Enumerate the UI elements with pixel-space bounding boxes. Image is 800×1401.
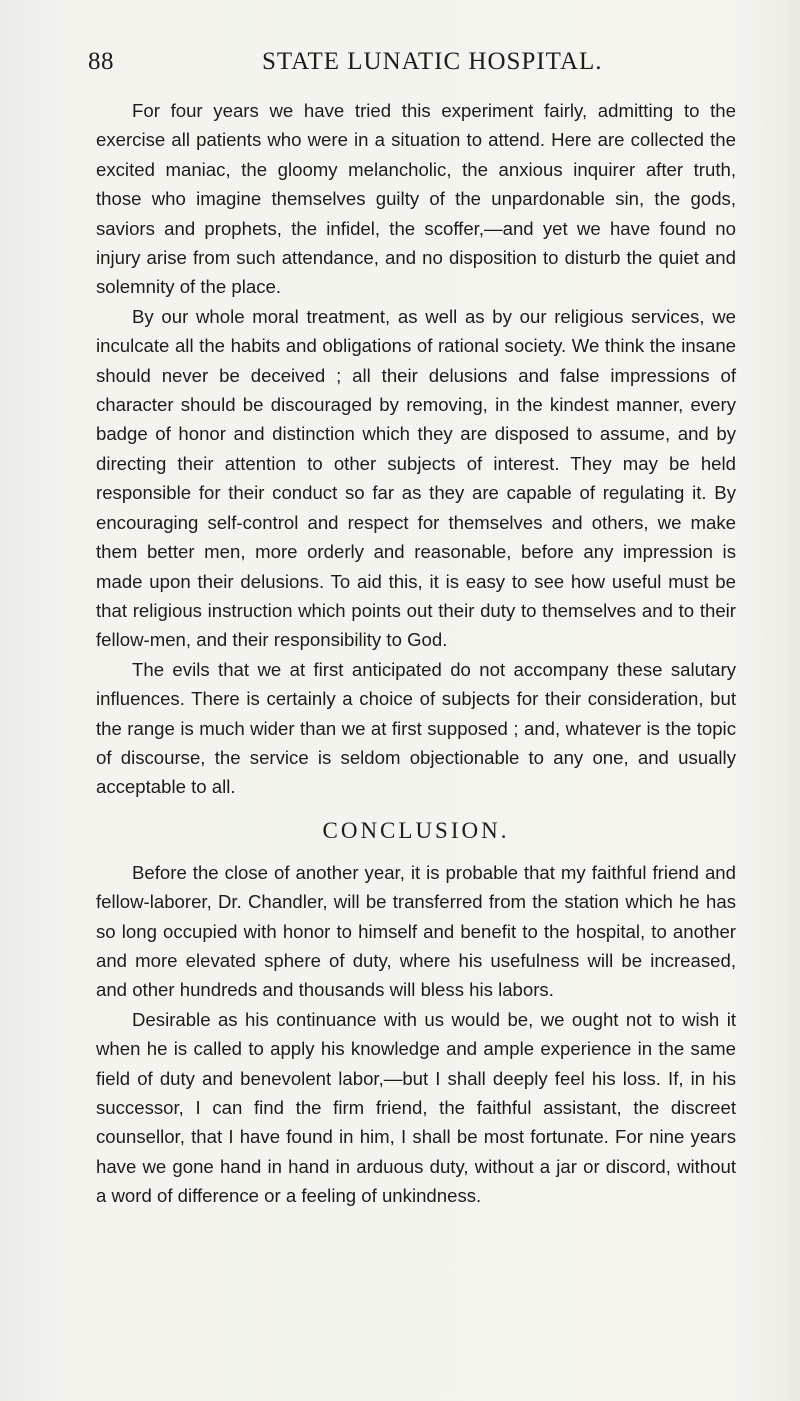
paragraph: The evils that we at first anticipated do not accompany these salutary influences. There is certainly a choice of subjects for their consideration, but the range is much wider than we at first supposed ; and, whatever is the topic of discourse, the service is seldom objectionable to any one, and usually acceptable to all.	[96, 658, 736, 798]
running-head-title: STATE LUNATIC HOSPITAL.	[262, 48, 603, 75]
paragraph: By our whole moral treatment, as well as by our religious services, we inculcate all the habits and obligations of rational society. We think the insane should never be deceived ; all their delusions and false impressions of character should be discouraged by removing, in the kindest manner, every badge of honor and distinction which they are disposed to assume, and by directing their attention to other subjects of interest. They may be held responsible for their conduct so far as they are capable of regulating it. By encouraging self-control and respect for themselves and others, we make them better men, more orderly and reasonable, before any impression is made upon their delusions. To aid this, it is easy to see how useful must be that religious instruction which points out their duty to themselves and to their fellow-men, and their responsibility to God.	[96, 305, 736, 651]
body-text	[96, 96, 736, 1211]
section-heading: CONCLUSION.	[322, 817, 510, 843]
running-head	[88, 48, 728, 84]
paragraph: Desirable as his continuance with us would be, we ought not to wish it when he is called to apply his knowledge and ample experience in the same field of duty and benevolent labor,—but I shall deeply feel his loss. If, in his successor, I can find the firm friend, the faithful assistant, the discreet counsellor, that I have found in him, I shall be most fortunate. For nine years have we gone hand in hand in arduous duty, without a jar or discord, without a word of difference or a feeling of unkindness.	[96, 1008, 736, 1207]
paragraph: Before the close of another year, it is probable that my faithful friend and fellow-laborer, Dr. Chandler, will be transferred from the station which he has so long occupied with honor to himself and benefit to the hospital, to another and more elevated sphere of duty, where his usefulness will be increased, and other hundreds and thousands will bless his labors.	[96, 861, 736, 1001]
paragraph: For four years we have tried this experiment fairly, admitting to the exercise all patients who were in a situation to attend. Here are collected the excited maniac, the gloomy melancholic, the anxious inquirer after truth, those who imagine themselves guilty of the unpardonable sin, the gods, saviors and prophets, the infidel, the scoffer,—and yet we have found no injury arise from such attendance, and no disposition to disturb the quiet and solemnity of the place.	[96, 100, 736, 298]
page-number: 88	[88, 48, 114, 75]
